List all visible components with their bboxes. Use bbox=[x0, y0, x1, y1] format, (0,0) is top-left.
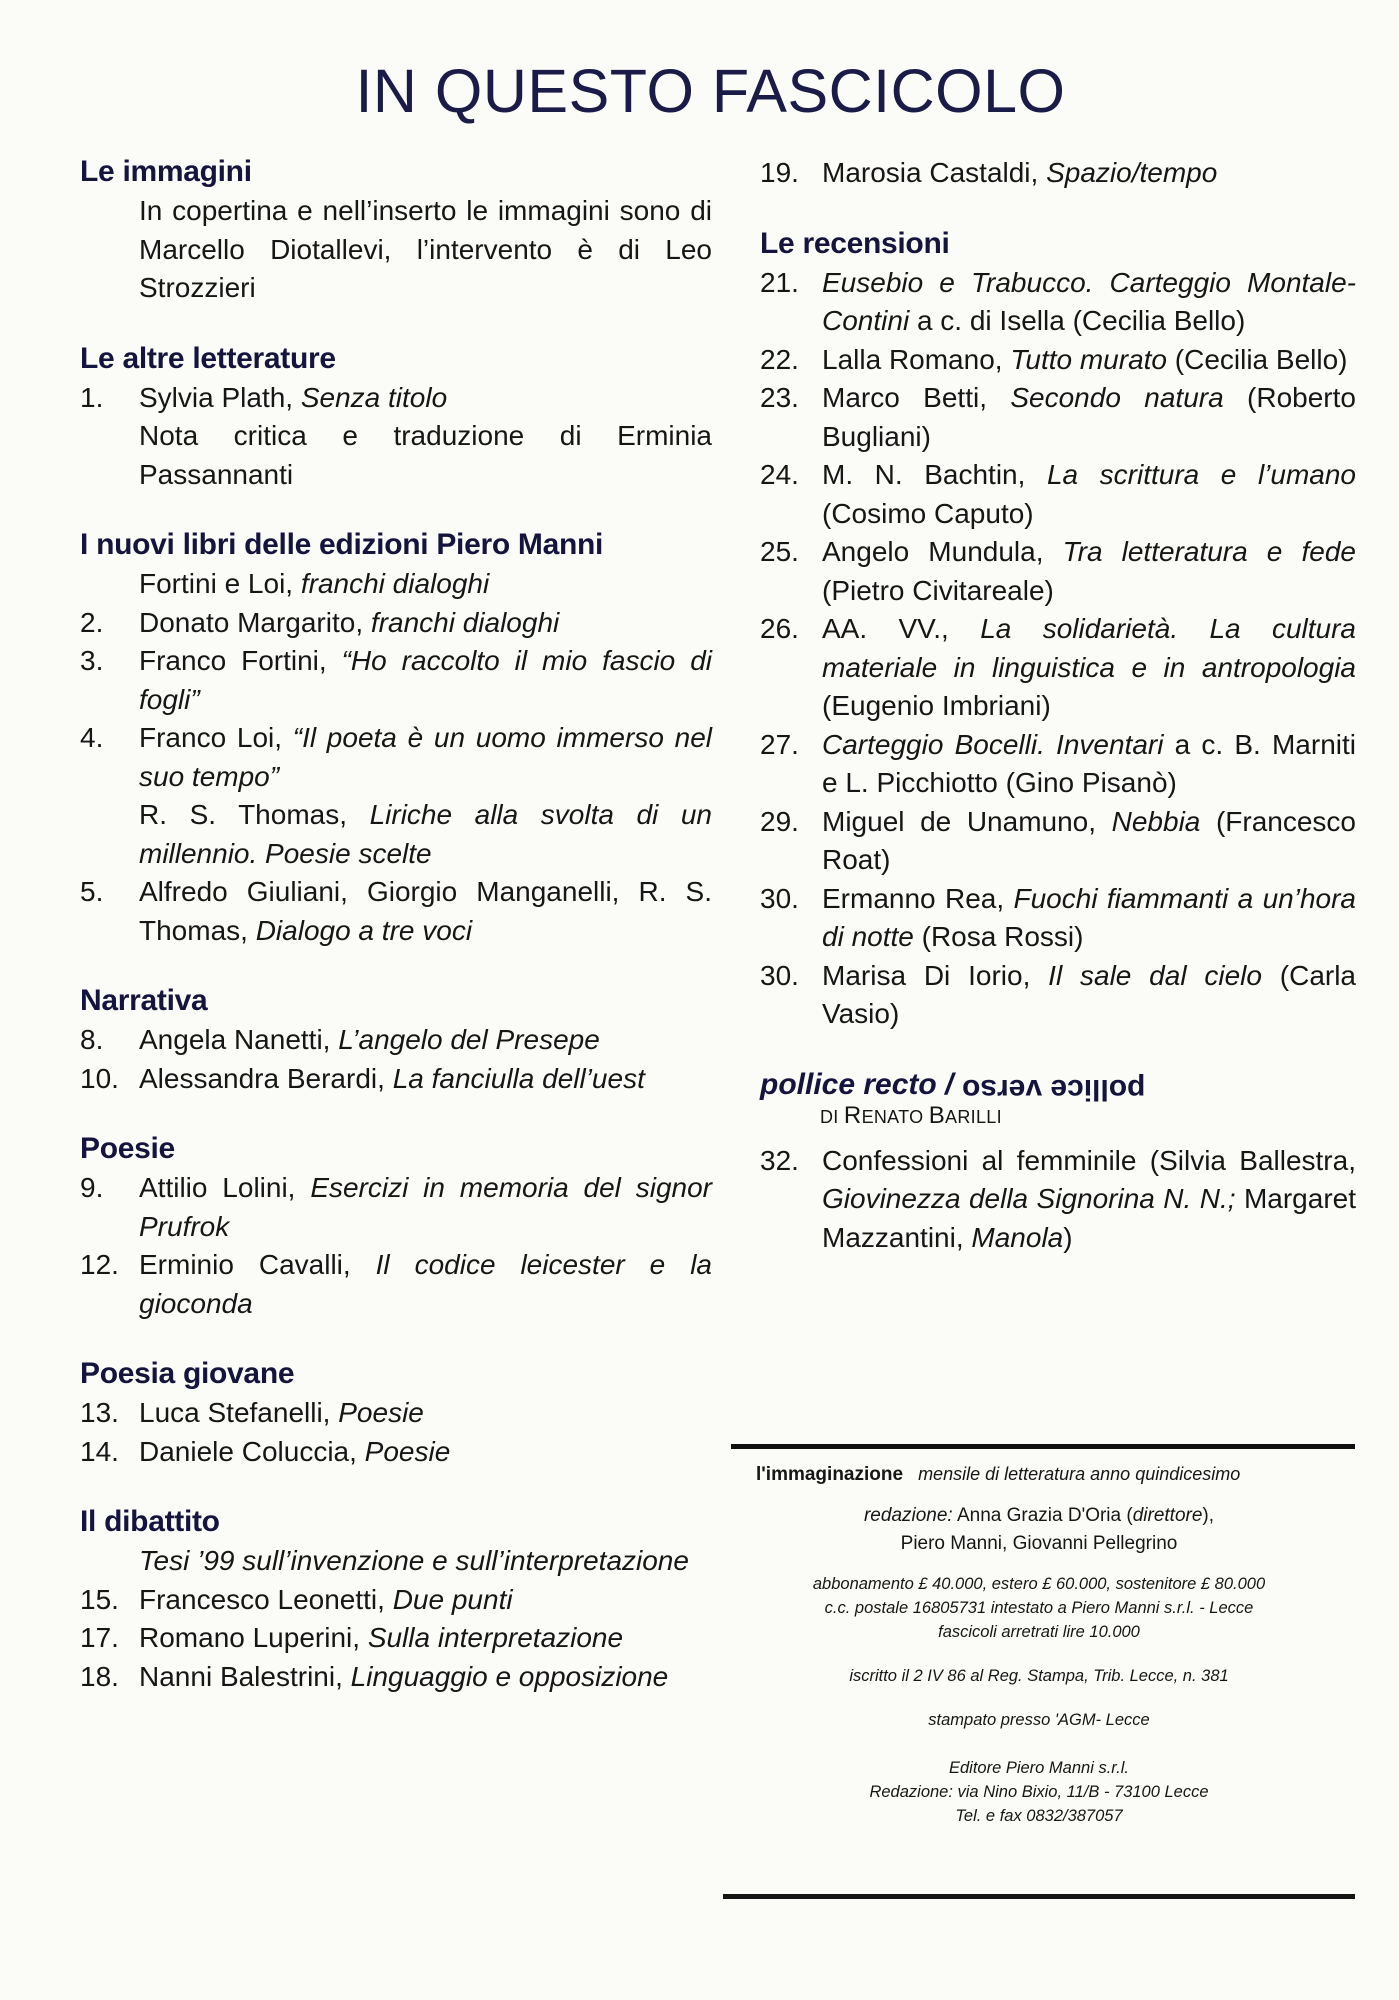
colophon-top-rule bbox=[731, 1444, 1355, 1449]
toc-section bbox=[80, 1356, 712, 1471]
entry-text-part: Nota critica e traduzione di Erminia Passannanti bbox=[139, 420, 712, 490]
section-heading: Le immagini bbox=[80, 155, 252, 188]
subscription-line: c.c. postale 16805731 intestato a Piero Manni s.r.l. - Lecce bbox=[824, 1599, 1254, 1617]
redazione-close: ), bbox=[1202, 1505, 1215, 1526]
entry-title-italic: Secondo natura bbox=[1010, 382, 1224, 413]
toc-entry bbox=[80, 1169, 712, 1246]
entry-title-italic: Sulla interpretazione bbox=[367, 1622, 624, 1653]
direttore-label: direttore bbox=[1132, 1505, 1203, 1526]
toc-entry bbox=[760, 880, 1356, 957]
toc-entry bbox=[80, 379, 712, 418]
entry-text-part: Attilio Lolini, bbox=[139, 1172, 311, 1203]
byline-smallcaps: ENATO bbox=[861, 1106, 924, 1127]
byline-di: DI bbox=[820, 1106, 839, 1127]
toc-entry bbox=[80, 192, 712, 308]
entry-text-part: (Francesco Roat) bbox=[822, 805, 1356, 875]
entry-text bbox=[139, 379, 712, 418]
toc-section bbox=[80, 1131, 712, 1323]
page-title: IN QUESTO FASCICOLO bbox=[355, 57, 1066, 125]
toc-entry bbox=[760, 533, 1356, 610]
entry-text-part: (Rosa Rossi) bbox=[913, 921, 1084, 952]
entry-text bbox=[822, 379, 1356, 456]
entry-title-italic: Senza titolo bbox=[300, 381, 448, 413]
entry-page-number: 3. bbox=[80, 645, 104, 676]
entry-text-part: Sylvia Plath, bbox=[139, 381, 301, 413]
entry-text bbox=[139, 1060, 712, 1099]
journal-name: l'immaginazione bbox=[756, 1464, 904, 1485]
entry-page-number: 2. bbox=[80, 606, 104, 638]
toc-entry bbox=[80, 1021, 712, 1060]
entry-text bbox=[822, 957, 1356, 1034]
toc-entry bbox=[80, 642, 712, 719]
entry-text bbox=[822, 610, 1356, 726]
toc-section bbox=[80, 527, 712, 950]
colophon-box bbox=[723, 1444, 1355, 1828]
entry-page-number: 14. bbox=[80, 1435, 119, 1467]
entry-page-number: 30. bbox=[760, 959, 799, 991]
publisher-line: Redazione: via Nino Bixio, 11/B - 73100 Lecce bbox=[869, 1783, 1209, 1801]
entry-title-italic: Giovinezza della Signorina N. N.; bbox=[822, 1183, 1236, 1214]
entry-text-part: Marosia Castaldi, bbox=[822, 157, 1047, 188]
entry-text bbox=[139, 1433, 712, 1472]
entry-text bbox=[139, 873, 712, 950]
entry-title-italic: Il sale dal cielo bbox=[1048, 959, 1262, 991]
entry-text-part: Franco Loi, bbox=[139, 722, 293, 753]
entry-text-part: R. S. Thomas, bbox=[139, 799, 370, 830]
colophon-bottom-rule bbox=[723, 1894, 1355, 1899]
entry-text-part: Nanni Balestrini, bbox=[139, 1660, 351, 1692]
entry-text-part: Ermanno Rea, bbox=[822, 882, 1014, 914]
entry-text bbox=[822, 264, 1356, 341]
section-heading: Le recensioni bbox=[760, 226, 950, 260]
toc-entry bbox=[80, 604, 712, 643]
entry-title-italic: Eusebio e Trabucco. Carteggio Montale-Contini bbox=[822, 266, 1356, 336]
entry-text bbox=[822, 803, 1356, 880]
toc-entry bbox=[80, 565, 712, 604]
entry-page-number: 19. bbox=[760, 157, 799, 188]
entry-text-part: Luca Stefanelli, bbox=[139, 1397, 339, 1428]
entry-page-number: 32. bbox=[760, 1144, 799, 1176]
entry-text-part: (Eugenio Imbriani) bbox=[822, 690, 1051, 721]
entry-text bbox=[139, 1021, 712, 1060]
entry-title-italic: Carteggio Bocelli. Inventari bbox=[822, 728, 1164, 760]
entry-text-part: AA. VV., bbox=[822, 613, 981, 644]
toc-entry bbox=[760, 726, 1356, 803]
entry-title-italic: Il codice leicester e la gioconda bbox=[139, 1249, 712, 1319]
section-heading: Narrativa bbox=[80, 984, 208, 1017]
entry-text-part: Lalla Romano, bbox=[822, 343, 1011, 375]
entry-text-part: Angela Nanetti, bbox=[139, 1024, 339, 1055]
toc-entry bbox=[80, 1246, 712, 1323]
entry-text-part: a c. B. Marniti e L. Picchiotto (Gino Pisanò) bbox=[822, 728, 1356, 798]
entry-text-part: (Carla Vasio) bbox=[822, 959, 1357, 1029]
entry-page-number: 30. bbox=[760, 882, 799, 914]
redazione-label: redazione: bbox=[863, 1505, 953, 1526]
publisher-line: Tel. e fax 0832/387057 bbox=[955, 1807, 1123, 1825]
entry-text-part: (Roberto Bugliani) bbox=[822, 382, 1356, 452]
entry-text-part: (Pietro Civitareale) bbox=[822, 574, 1054, 606]
entry-title-italic: Tutto murato bbox=[1010, 343, 1167, 375]
redazione-names: Anna Grazia D'Oria ( bbox=[952, 1505, 1133, 1526]
entry-title-italic: Liriche alla svolta di un millennio. Poesie scelte bbox=[139, 799, 712, 869]
entry-text-part: a c. di Isella (Cecilia Bello) bbox=[909, 305, 1246, 336]
entry-page-number: 5. bbox=[80, 876, 104, 907]
byline-initial: B bbox=[928, 1101, 946, 1129]
entry-text-part: Franco Fortini, bbox=[139, 645, 342, 676]
subscription-info bbox=[723, 1572, 1355, 1644]
entry-title-italic: Spazio/tempo bbox=[1046, 157, 1218, 188]
entry-text bbox=[822, 726, 1356, 803]
entry-title-italic: Nebbia bbox=[1111, 805, 1201, 837]
entry-list bbox=[760, 1142, 1356, 1258]
toc-entry bbox=[80, 1581, 712, 1620]
entry-text bbox=[822, 456, 1356, 533]
entry-page-number: 8. bbox=[80, 1024, 104, 1055]
toc-entry bbox=[760, 456, 1356, 533]
entry-page-number: 24. bbox=[760, 459, 799, 490]
toc-entry bbox=[80, 1394, 712, 1433]
toc-entry bbox=[760, 264, 1356, 341]
toc-entry bbox=[80, 1658, 712, 1697]
entry-page-number: 29. bbox=[760, 805, 799, 837]
entry-page-number: 15. bbox=[80, 1583, 119, 1615]
toc-entry bbox=[80, 1060, 712, 1099]
entry-text-part: Alessandra Berardi, bbox=[139, 1062, 393, 1094]
section-heading: Poesia giovane bbox=[80, 1357, 295, 1390]
entry-text-part: In copertina e nell’inserto le immagini sono di Marcello Diotallevi, l’intervento è di Leo Strozzieri bbox=[139, 195, 712, 303]
entry-title-italic: Tesi ’99 sull’invenzione e sull’interpretazione bbox=[139, 1545, 689, 1576]
entry-title-italic: Due punti bbox=[392, 1583, 513, 1615]
entry-text-part: Francesco Leonetti, bbox=[139, 1583, 393, 1615]
byline-smallcaps: ARILLI bbox=[945, 1106, 1002, 1127]
toc-entry bbox=[760, 610, 1356, 726]
entry-text-part: Marisa Di Iorio, bbox=[822, 959, 1049, 991]
entry-text bbox=[139, 1169, 712, 1246]
toc-entry bbox=[80, 417, 712, 494]
subscription-line: fascicoli arretrati lire 10.000 bbox=[938, 1623, 1140, 1641]
registration-info: iscritto il 2 IV 86 al Reg. Stampa, Trib. Lecce, n. 381 bbox=[849, 1667, 1229, 1685]
colophon-masthead bbox=[723, 1461, 1355, 1488]
entry-page-number: 27. bbox=[760, 728, 799, 760]
printer-info: stampato presso 'AGM- Lecce bbox=[928, 1711, 1150, 1729]
toc-section bbox=[80, 341, 712, 495]
entry-text bbox=[139, 642, 712, 719]
entry-page-number: 21. bbox=[760, 266, 799, 298]
pollice-verso-label-upside-down: pollice verso bbox=[961, 1072, 1146, 1106]
entry-text-part: (Cecilia Bello) bbox=[1167, 343, 1348, 375]
entry-text bbox=[139, 192, 712, 308]
toc-entry bbox=[80, 873, 712, 950]
entry-text bbox=[822, 533, 1356, 610]
toc-entry bbox=[80, 1433, 712, 1472]
toc-entry bbox=[760, 1142, 1356, 1258]
toc-section bbox=[760, 154, 1356, 193]
entry-text bbox=[139, 604, 712, 643]
entry-page-number: 23. bbox=[760, 382, 799, 413]
byline-initial: R bbox=[843, 1101, 862, 1129]
entry-page-number: 9. bbox=[80, 1172, 104, 1203]
entry-page-number: 10. bbox=[80, 1062, 119, 1094]
toc-section bbox=[80, 983, 712, 1098]
entry-text bbox=[139, 1658, 712, 1697]
entry-text bbox=[139, 1619, 712, 1658]
entry-page-number: 18. bbox=[80, 1660, 119, 1692]
entry-text-part: Angelo Mundula, bbox=[822, 536, 1063, 567]
entry-page-number: 12. bbox=[80, 1249, 119, 1280]
entry-text-part: Donato Margarito, bbox=[139, 606, 371, 638]
entry-text-part: Daniele Coluccia, bbox=[139, 1435, 365, 1467]
entry-text bbox=[822, 880, 1356, 957]
entry-title-italic: franchi dialoghi bbox=[300, 568, 490, 599]
entry-title-italic: Fuochi fiammanti a un’hora di notte bbox=[822, 882, 1356, 952]
entry-text-part: Erminio Cavalli, bbox=[139, 1249, 376, 1280]
entry-text bbox=[822, 154, 1356, 193]
toc-entry bbox=[80, 796, 712, 873]
redazione-line2: Piero Manni, Giovanni Pellegrino bbox=[900, 1533, 1178, 1554]
entry-page-number: 1. bbox=[80, 381, 104, 413]
publisher-info bbox=[723, 1756, 1355, 1828]
toc-entry bbox=[80, 1542, 712, 1581]
heading-separator: / bbox=[936, 1067, 962, 1101]
toc-entry bbox=[80, 1619, 712, 1658]
entry-text-part: Confessioni al femminile (Silvia Ballestra, bbox=[822, 1144, 1356, 1176]
entry-title-italic: Esercizi in memoria del signor Prufrok bbox=[139, 1172, 713, 1242]
toc-entry bbox=[760, 154, 1356, 193]
toc-entry bbox=[80, 719, 712, 796]
section-heading: Le altre letterature bbox=[80, 341, 336, 375]
entry-text-part: Fortini e Loi, bbox=[139, 568, 301, 599]
entry-page-number: 22. bbox=[760, 343, 799, 375]
section-heading: Il dibattito bbox=[80, 1505, 220, 1538]
entry-text-part: ) bbox=[1063, 1221, 1073, 1253]
toc-section bbox=[80, 154, 712, 308]
entry-title-italic: Poesie bbox=[364, 1435, 451, 1467]
entry-title-italic: La fanciulla dell’uest bbox=[392, 1062, 645, 1094]
toc-entry bbox=[760, 957, 1356, 1034]
entry-title-italic: Poesie bbox=[338, 1397, 424, 1428]
section-heading: Poesie bbox=[80, 1132, 175, 1165]
entry-title-italic: “Ho raccolto il mio fascio di fogli” bbox=[139, 645, 712, 715]
entry-title-italic: La scrittura e l’umano bbox=[1046, 459, 1356, 490]
entry-text bbox=[139, 1581, 712, 1620]
entry-text bbox=[139, 1542, 712, 1581]
section-heading: I nuovi libri delle edizioni Piero Manni bbox=[80, 528, 604, 561]
entry-text bbox=[139, 796, 712, 873]
entry-title-italic: Dialogo a tre voci bbox=[255, 914, 473, 946]
entry-text-part: (Cosimo Caputo) bbox=[822, 497, 1034, 529]
entry-text bbox=[822, 1142, 1356, 1258]
section-heading bbox=[760, 1067, 1356, 1106]
entry-text bbox=[139, 719, 712, 796]
entry-text-part: M. N. Bachtin, bbox=[822, 459, 1047, 490]
left-column bbox=[80, 154, 712, 1729]
journal-subtitle: mensile di letteratura anno quindicesimo bbox=[918, 1464, 1241, 1484]
entry-text-part: Romano Luperini, bbox=[139, 1622, 368, 1653]
entry-text bbox=[139, 565, 712, 604]
entry-text bbox=[139, 1246, 712, 1323]
entry-title-italic: Manola bbox=[971, 1221, 1064, 1253]
entry-title-italic: “Il poeta è un uomo immerso nel suo tempo” bbox=[139, 722, 712, 792]
entry-page-number: 13. bbox=[80, 1397, 119, 1428]
toc-section bbox=[760, 226, 1356, 1034]
entry-title-italic: L’angelo del Presepe bbox=[338, 1024, 600, 1055]
entry-text-part: Marco Betti, bbox=[822, 382, 1011, 413]
entry-title-italic: Linguaggio e opposizione bbox=[350, 1660, 669, 1692]
toc-entry bbox=[760, 341, 1356, 380]
toc-entry bbox=[760, 379, 1356, 456]
entry-page-number: 17. bbox=[80, 1622, 119, 1653]
entry-page-number: 26. bbox=[760, 613, 799, 644]
entry-text bbox=[139, 1394, 712, 1433]
entry-text bbox=[822, 341, 1356, 380]
entry-page-number: 4. bbox=[80, 722, 104, 753]
entry-text-part: Alfredo Giuliani, Giorgio Manganelli, R. S. Thomas, bbox=[139, 876, 712, 946]
section-pollice bbox=[760, 1067, 1356, 1258]
entry-title-italic: Tra letteratura e fede bbox=[1062, 536, 1356, 567]
entry-page-number: 25. bbox=[760, 536, 799, 567]
entry-title-italic: franchi dialoghi bbox=[370, 606, 560, 638]
entry-text-part: Miguel de Unamuno, bbox=[822, 805, 1112, 837]
entry-text-part: Margaret Mazzantini, bbox=[822, 1183, 1356, 1253]
editorial-staff bbox=[723, 1502, 1355, 1558]
subscription-line: abbonamento £ 40.000, estero £ 60.000, sostenitore £ 80.000 bbox=[812, 1575, 1266, 1593]
entry-title-italic: La solidarietà. La cultura materiale in linguistica e in antropologia bbox=[822, 613, 1356, 683]
toc-entry bbox=[760, 803, 1356, 880]
right-column bbox=[760, 154, 1356, 1290]
toc-section bbox=[80, 1504, 712, 1696]
publisher-line: Editore Piero Manni s.r.l. bbox=[948, 1759, 1130, 1777]
entry-text bbox=[139, 417, 712, 494]
pollice-recto-label: pollice recto bbox=[760, 1067, 937, 1101]
